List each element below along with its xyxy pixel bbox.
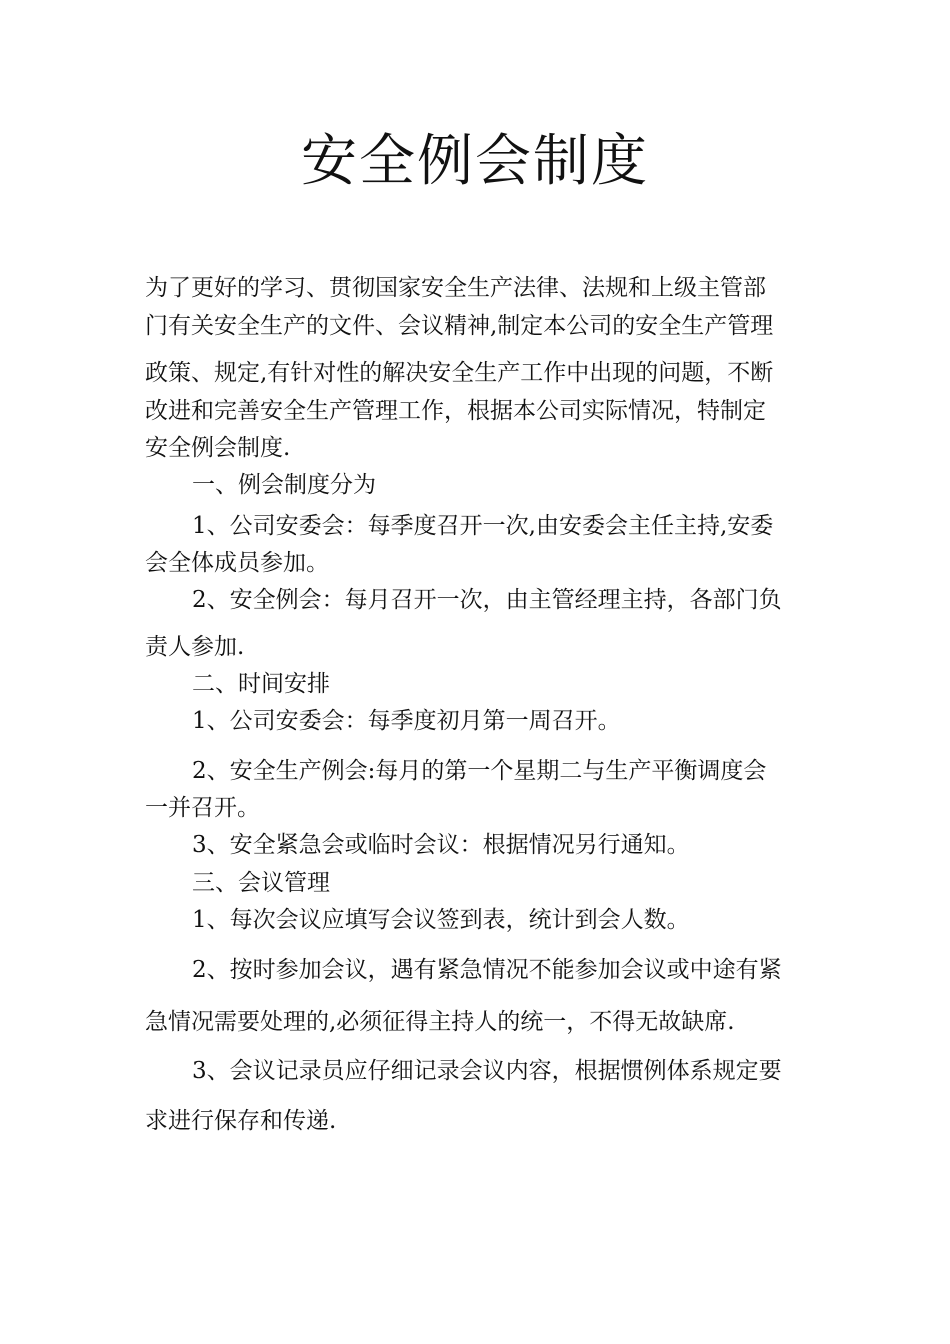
section-2-item-2-line-2: 一并召开。 [145,795,260,821]
section-3-heading: 三、会议管理 [192,870,330,896]
section-3-item-1: 1、每次会议应填写会议签到表，统计到会人数。 [192,907,690,933]
section-3-item-2-line-2: 急情况需要处理的,必须征得主持人的统一，不得无故缺席. [145,1009,735,1035]
intro-line-4: 改进和完善安全生产管理工作，根据本公司实际情况，特制定 [145,398,766,424]
intro-line-5: 安全例会制度. [145,435,291,461]
section-1-item-2-line-2: 责人参加. [145,634,245,660]
intro-line-2: 门有关安全生产的文件、会议精神,制定本公司的安全生产管理 [145,313,774,339]
section-1-item-1-line-1: 1、公司安委会：每季度召开一次,由安委会主任主持,安委 [192,513,774,539]
section-3-item-3-line-1: 3、会议记录员应仔细记录会议内容，根据惯例体系规定要 [192,1058,782,1084]
intro-line-3: 政策、规定,有针对性的解决安全生产工作中出现的问题，不断 [145,360,774,386]
section-2-item-2-line-1: 2、安全生产例会:每月的第一个星期二与生产平衡调度会 [192,758,767,784]
section-2-item-3: 3、安全紧急会或临时会议：根据情况另行通知。 [192,832,690,858]
section-3-item-3-line-2: 求进行保存和传递. [145,1108,337,1134]
section-1-heading: 一、例会制度分为 [192,472,376,498]
section-2-item-1: 1、公司安委会：每季度初月第一周召开。 [192,708,621,734]
section-1-item-1-line-2: 会全体成员参加。 [145,550,329,576]
section-2-heading: 二、时间安排 [192,671,330,697]
section-3-item-2-line-1: 2、按时参加会议，遇有紧急情况不能参加会议或中途有紧 [192,957,782,983]
section-1-item-2-line-1: 2、安全例会：每月召开一次，由主管经理主持，各部门负 [192,587,782,613]
intro-line-1: 为了更好的学习、贯彻国家安全生产法律、法规和上级主管部 [145,275,766,301]
document-title: 安全例会制度 [301,129,649,194]
